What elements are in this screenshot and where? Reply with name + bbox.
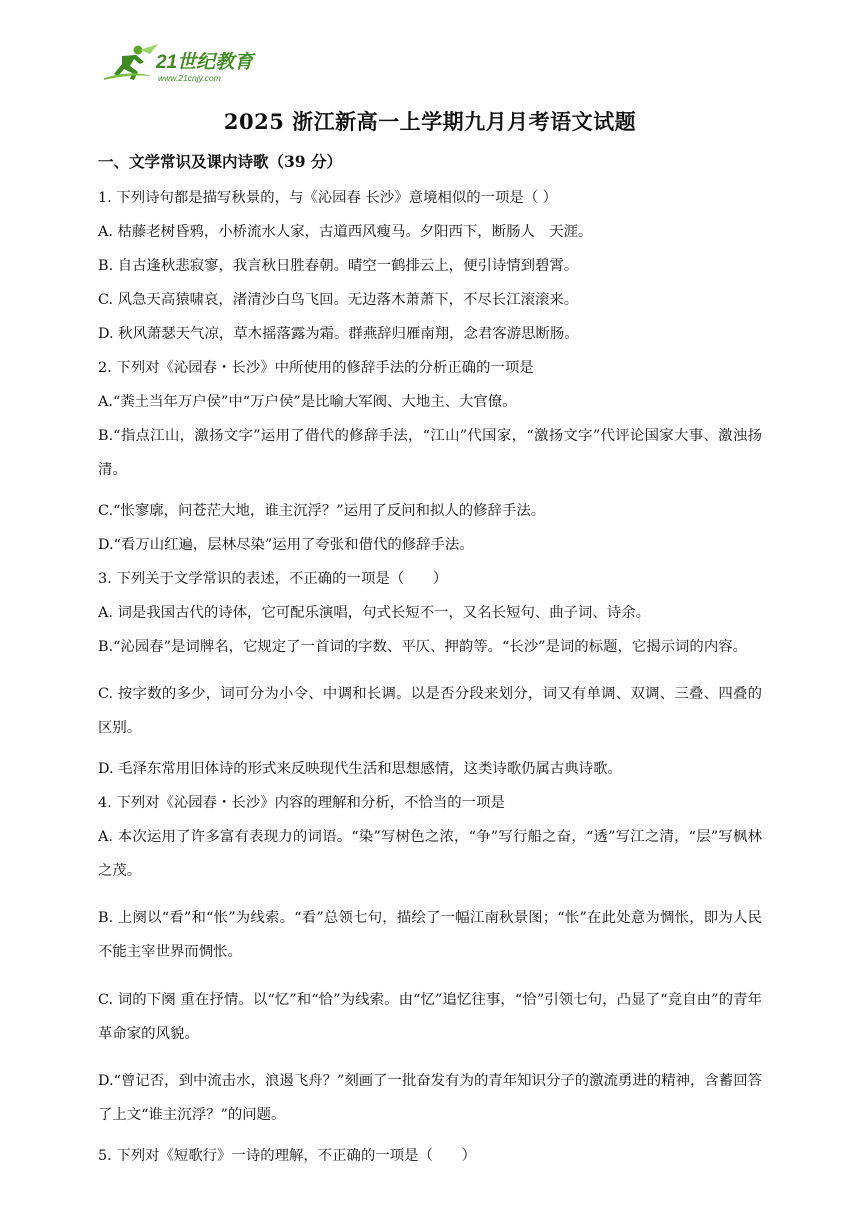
option-a: A. 枯藤老树昏鸦，小桥流水人家，古道西风瘦马。夕阳西下，断肠人 天涯。 [98, 224, 593, 240]
question-stem: 5. 下列对《短歌行》一诗的理解，不正确的一项是（ ） [98, 1147, 477, 1164]
option-b: B.“沁园春”是词牌名，它规定了一首词的字数、平仄、押韵等。“长沙”是词的标题，它揭示词的内容。 [98, 638, 747, 655]
option-d: D. 毛泽东常用旧体诗的形式来反映现代生活和思想感情，这类诗歌仍属古典诗歌。 [98, 760, 622, 777]
option-b: B. 上阕以“看”和“怅”为线索。“看”总领七句，描绘了一幅江南秋景图；“怅”在此处意为惆怅，即为人民不能主宰世界而惆怅。 [98, 910, 762, 960]
option-d: D. 秋风萧瑟天气凉，草木摇落露为霜。群燕辞归雁南翔，念君客游思断肠。 [98, 326, 579, 342]
option-c: C. 风急天高猿啸哀，渚清沙白鸟飞回。无边落木萧萧下，不尽长江滚滚来。 [98, 292, 579, 308]
runner-logo-icon [100, 42, 270, 86]
section-heading: 一、文学常识及课内诗歌（39 分） [98, 152, 342, 171]
option-d: D.“曾记否，到中流击水，浪遏飞舟？”刻画了一批奋发有为的青年知识分子的激流勇进的精神，含蓄回答了上文“谁主沉浮？”的问题。 [98, 1073, 762, 1123]
option-b: B.“指点江山，激扬文字”运用了借代的修辞手法，“江山”代国家，“激扬文字”代评论国家大事、激浊扬清。 [98, 428, 762, 478]
option-c: C. 按字数的多少，词可分为小令、中调和长调。以是否分段来划分，词又有单调、双调、三叠、四叠的区别。 [98, 686, 762, 736]
option-b: B. 自古逢秋悲寂寥，我言秋日胜春朝。晴空一鹤排云上，便引诗情到碧霄。 [98, 258, 579, 274]
option-d: D.“看万山红遍，层林尽染”运用了夸张和借代的修辞手法。 [98, 536, 474, 553]
question-stem: 2. 下列对《沁园春・长沙》中所使用的修辞手法的分析正确的一项是 [98, 360, 534, 376]
option-a: A. 本次运用了许多富有表现力的词语。“染”写树色之浓，“争”写行船之奋，“透”写江之清，“层”写枫林之茂。 [98, 828, 762, 879]
question-stem: 1. 下列诗句都是描写秋景的，与《沁园春 长沙》意境相似的一项是（ ） [98, 190, 558, 206]
question-list [98, 188, 762, 1180]
brand-logo [100, 42, 270, 86]
page-title: 2025 浙江新高一上学期九月月考语文试题 [223, 109, 637, 134]
option-c: C.“怅寥廓，问苍茫大地，谁主沉浮？”运用了反问和拟人的修辞手法。 [98, 502, 546, 519]
option-a: A. 词是我国古代的诗体，它可配乐演唱，句式长短不一，又名长短句、曲子词、诗余。 [98, 604, 650, 621]
logo-brand-text: 21世纪教育 [156, 52, 254, 73]
option-c: C. 词的下阕 重在抒情。以“忆”和“恰”为线索。由“忆”追忆往事，“恰”引领七句，凸显了“竞自由”的青年革命家的风貌。 [98, 991, 762, 1042]
logo-url-text: www.21cnjy.com [158, 73, 221, 83]
question-stem: 3. 下列关于文学常识的表述，不正确的一项是（ ） [98, 570, 448, 587]
option-a: A.“粪土当年万户侯”中“万户侯”是比喻大军阀、大地主、大官僚。 [98, 394, 517, 410]
question-stem: 4. 下列对《沁园春・长沙》内容的理解和分析，不恰当的一项是 [98, 794, 505, 811]
